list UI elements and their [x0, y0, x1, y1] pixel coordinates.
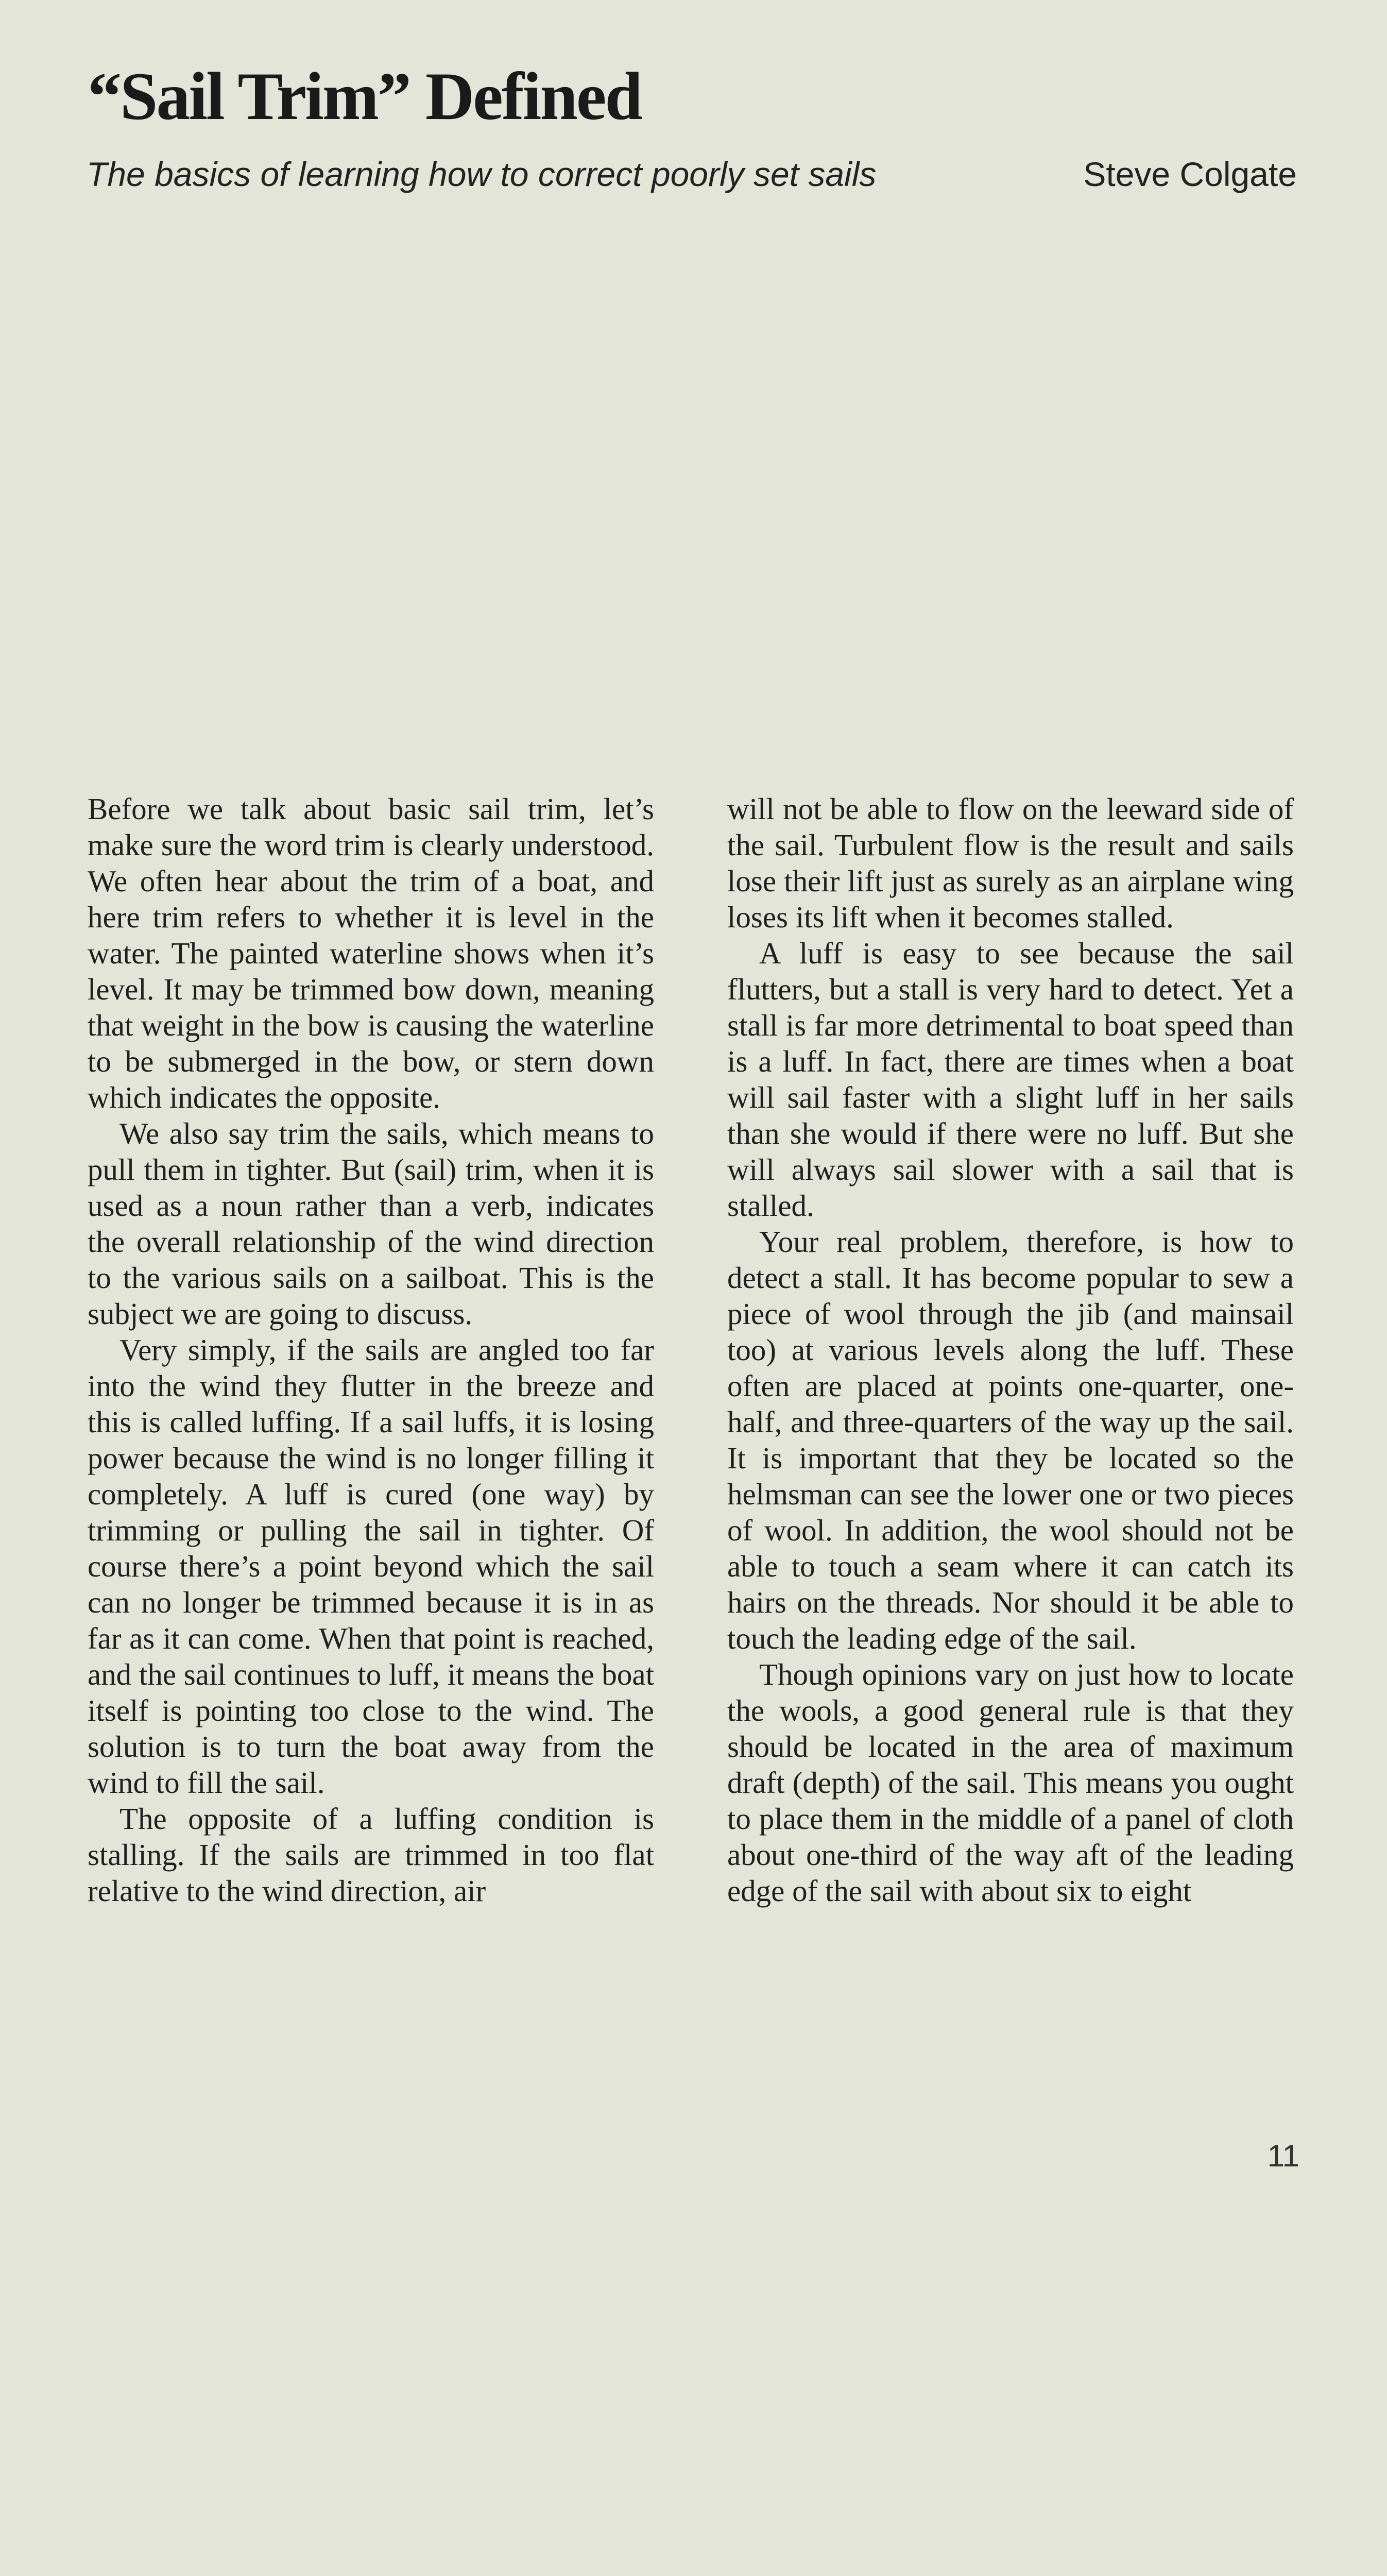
- author-byline: Steve Colgate: [1083, 155, 1297, 193]
- paragraph: A luff is easy to see because the sail flutters, but a stall is very hard to detect. Yet a stall is far more detrimental to boat speed than is a luff. In fact, there are times when a boat will sail faster with a slight luff in her sails than she would if there were no luff. But she will always sail slower with a sail that is stalled.: [727, 936, 1294, 1223]
- page-number: 11: [1267, 2139, 1299, 2173]
- paragraph: Your real problem, therefore, is how to detect a stall. It has become popular to sew a piece of wool through the jib (and mainsail too) at various levels along the luff. These often are placed at points one-quarter, one-half, and three-quarters of the way up the sail. It is important that they be located so the helmsman can see the lower one or two pieces of wool. In addition, the wool should not be able to touch a seam where it can catch its hairs on the threads. Nor should it be able to touch the leading edge of the sail.: [727, 1225, 1294, 1655]
- paragraph: We also say trim the sails, which means to pull them in tighter. But (sail) trim, when it is used as a noun rather than a verb, indicates the overall relationship of the wind direction to the various sails on a sailboat. This is the subject we are going to discuss.: [88, 1116, 654, 1331]
- body-column-right: [727, 791, 1294, 1909]
- paragraph: The opposite of a luffing condition is stalling. If the sails are trimmed in too flat relative to the wind direction, air: [88, 1802, 654, 1908]
- paragraph: Though opinions vary on just how to locate the wools, a good general rule is that they should be located in the area of maximum draft (depth) of the sail. This means you ought to place them in the middle of a panel of cloth about one-third of the way aft of the leading edge of the sail with about six to eight: [727, 1657, 1294, 1908]
- paragraph: Before we talk about basic sail trim, let’s make sure the word trim is clearly understood. We often hear about the trim of a boat, and here trim refers to whether it is level in the water. The painted waterline shows when it’s level. It may be trimmed bow down, meaning that weight in the bow is causing the waterline to be submerged in the bow, or stern down which indicates the opposite.: [88, 792, 654, 1114]
- paragraph: will not be able to flow on the leeward side of the sail. Turbulent flow is the result and sails lose their lift just as surely as an airplane wing loses its lift when it becomes stalled.: [727, 792, 1294, 934]
- paragraph: Very simply, if the sails are angled too far into the wind they flutter in the breeze and this is called luffing. If a sail luffs, it is losing power because the wind is no longer filling it completely. A luff is cured (one way) by trimming or pulling the sail in tighter. Of course there’s a point beyond which the sail can no longer be trimmed because it is in as far as it can come. When that point is reached, and the sail continues to luff, it means the boat itself is pointing too close to the wind. The solution is to turn the boat away from the wind to fill the sail.: [88, 1333, 654, 1800]
- page-title: “Sail Trim” Defined: [88, 58, 641, 134]
- subtitle: The basics of learning how to correct poorly set sails: [87, 155, 877, 193]
- body-column-left: [88, 791, 654, 1909]
- watermark: [0, 1999, 1387, 2211]
